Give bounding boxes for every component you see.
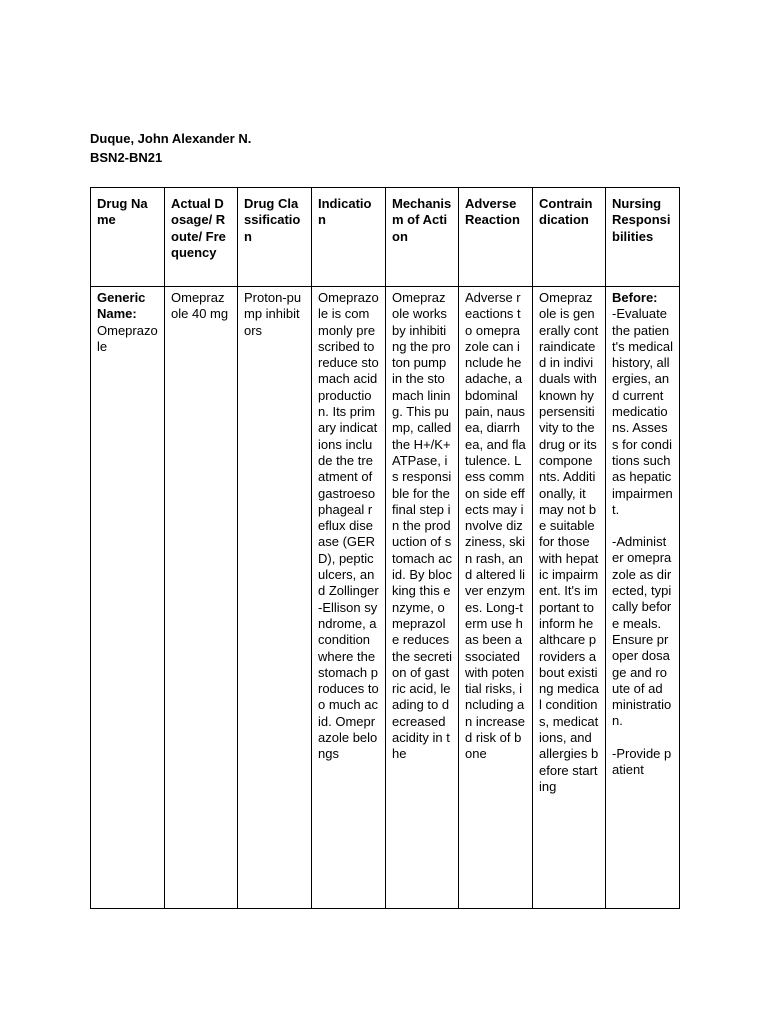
nursing-provide-text: -Provide patient — [612, 745, 672, 778]
cell-classification: Proton-pump inhibitors — [238, 287, 312, 909]
document-header — [90, 129, 251, 167]
student-section: BSN2-BN21 — [90, 150, 163, 165]
cell-mechanism: Omeprazole works by inhibiting the proton pump in the stomach lining. This pump, called the H+/K+ ATPase, is responsible for the final step in the production of stomach acid. By blocking this enzyme, omeprazole reduces the secretion of gastric acid, leading to decreased acidity in the — [386, 287, 459, 909]
cell-contraindication: Omeprazole is generally contraindicated in individuals with known hypersensitivity to the drug or its components. Additionally, it may not be suitable for those with hepatic impairment. It's important to inform healthcare providers about existing medical conditions, medications, and allergies before starting — [533, 287, 606, 909]
header-indication: Indication — [312, 188, 386, 287]
cell-drug-name — [91, 287, 165, 909]
header-adverse-reaction: Adverse Reaction — [459, 188, 533, 287]
generic-name-value: Omeprazole — [97, 322, 158, 354]
drug-study-table — [90, 187, 680, 909]
cell-nursing — [606, 287, 680, 909]
header-contraindication: Contraindication — [533, 188, 606, 287]
header-mechanism: Mechanism of Action — [386, 188, 459, 287]
nursing-administer-text: -Administer omeprazole as directed, typically before meals. Ensure proper dosage and route of administration. — [612, 534, 672, 729]
table-row — [91, 287, 680, 909]
cell-dosage: Omeprazole 40 mg — [165, 287, 238, 909]
cell-indication: Omeprazole is commonly prescribed to reduce stomach acid production. Its primary indications include the treatment of gastroesophageal reflux disease (GERD), peptic ulcers, and Zollinger-Ellison syndrome, a condition where the stomach produces too much acid. Omeprazole belongs — [312, 287, 386, 909]
header-drug-name: Drug Name — [91, 188, 165, 287]
cell-adverse-reaction: Adverse reactions to omeprazole can include headache, abdominal pain, nausea, diarrhea, and flatulence. Less common side effects may involve dizziness, skin rash, and altered liver enzymes. Long-term use has been associated with potential risks, including an increased risk of bone — [459, 287, 533, 909]
header-nursing: Nursing Responsibilities — [606, 188, 680, 287]
generic-name-label: Generic Name: — [97, 290, 146, 322]
header-classification: Drug Classification — [238, 188, 312, 287]
nursing-before-label: Before: — [612, 290, 658, 305]
student-name: Duque, John Alexander N. — [90, 131, 252, 146]
header-dosage: Actual Dosage/ Route/ Frequency — [165, 188, 238, 287]
nursing-before-text: -Evaluate the patient's medical history, allergies, and current medications. Assess for conditions such as hepatic impairment. — [612, 306, 674, 517]
table-header-row — [91, 188, 680, 287]
